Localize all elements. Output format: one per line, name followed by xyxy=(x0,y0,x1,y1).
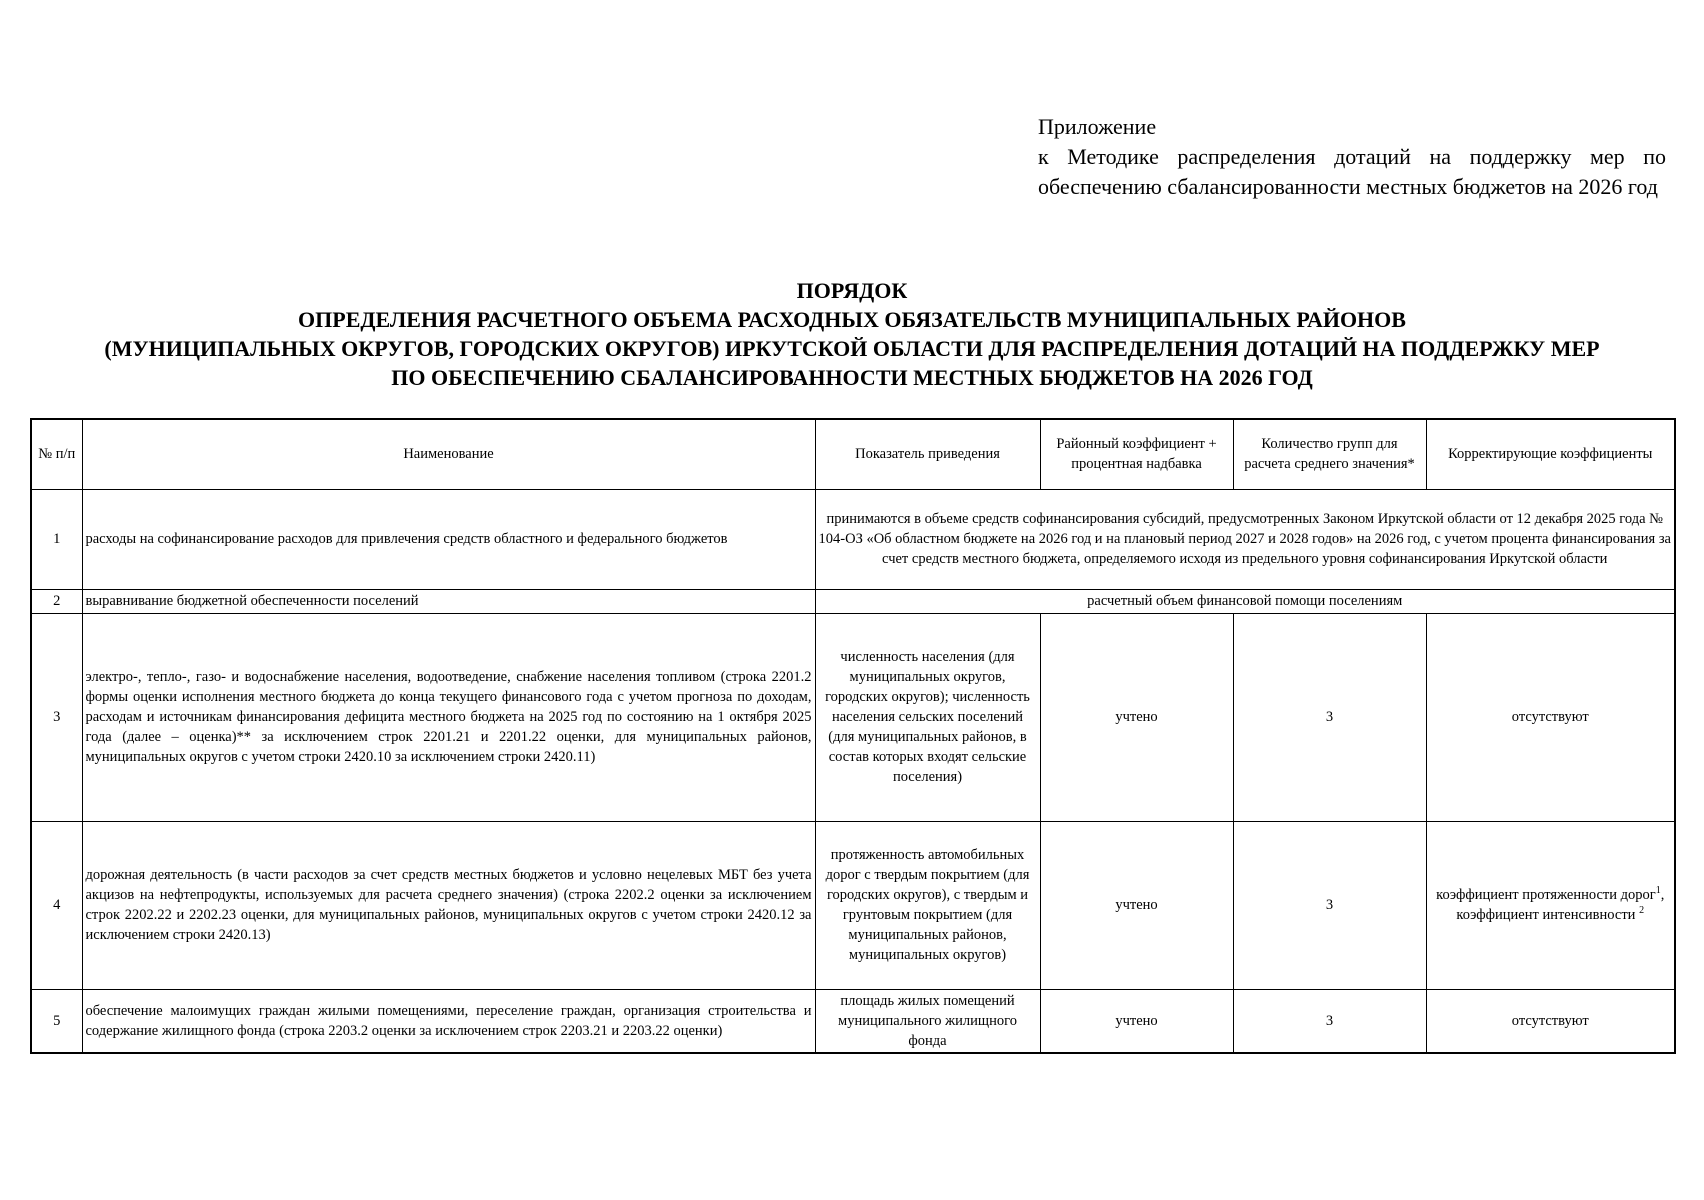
row-corr: отсутствуют xyxy=(1426,989,1675,1053)
header-indicator: Показатель приведения xyxy=(815,419,1040,489)
row-number: 4 xyxy=(31,821,82,989)
corr-separator: , xyxy=(1660,887,1665,903)
corr-intensity-label: коэффициент интенсивности xyxy=(1456,907,1636,923)
row-coef: учтено xyxy=(1040,989,1233,1053)
row-name: электро-, тепло-, газо- и водоснабжение населения, водоотведение, снабжение населения топливом (строка 2201.2 формы оценки исполнения местного бюджета до конца текущего финансового года с учетом прогноза по доходам, расходам и источникам финансирования дефицита местного бюджета на 2025 год по состоянию на 1 октября 2025 года (далее – оценка)** за исключением строк 2201.21 и 2201.22 оценки, для муниципальных районов, муниципальных округов с учетом строки 2420.10 за исключением строки 2420.11) xyxy=(82,613,815,821)
row-name: выравнивание бюджетной обеспеченности поселений xyxy=(82,589,815,613)
appendix-text: к Методике распределения дотаций на поддержку мер по обеспечению сбалансированности местных бюджетов на 2026 год xyxy=(1038,144,1666,199)
table-row xyxy=(31,989,1675,1053)
row-name: обеспечение малоимущих граждан жилыми помещениями, переселение граждан, организация строительства и содержание жилищного фонда (строка 2203.2 оценки за исключением строк 2203.21 и 2203.22 оценки) xyxy=(82,989,815,1053)
appendix-title: Приложение xyxy=(1038,114,1157,139)
row-number: 2 xyxy=(31,589,82,613)
footnote-2: 2 xyxy=(1639,905,1645,917)
heading-line-1: ПОРЯДОК xyxy=(796,278,908,303)
document-heading xyxy=(20,276,1684,392)
header-coef: Районный коэффициент + процентная надбавка xyxy=(1040,419,1233,489)
table-row xyxy=(31,489,1675,589)
header-num: № п/п xyxy=(31,419,82,489)
row-number: 5 xyxy=(31,989,82,1053)
row-name: расходы на софинансирование расходов для привлечения средств областного и федерального бюджетов xyxy=(82,489,815,589)
footnote-1: 1 xyxy=(1655,885,1661,897)
heading-line-3: (МУНИЦИПАЛЬНЫХ ОКРУГОВ, ГОРОДСКИХ ОКРУГОВ) ИРКУТСКОЙ ОБЛАСТИ ДЛЯ РАСПРЕДЕЛЕНИЯ ДОТАЦИЙ НА ПОДДЕРЖКУ МЕР xyxy=(104,336,1600,361)
corr-length-label: коэффициент протяженности дорог xyxy=(1436,887,1656,903)
row-corr xyxy=(1426,821,1675,989)
row-number: 3 xyxy=(31,613,82,821)
row-coef: учтено xyxy=(1040,613,1233,821)
header-groups: Количество групп для расчета среднего значения* xyxy=(1233,419,1426,489)
header-corr: Корректирующие коэффициенты xyxy=(1426,419,1675,489)
header-name: Наименование xyxy=(82,419,815,489)
row-groups: 3 xyxy=(1233,613,1426,821)
row-merged-value: расчетный объем финансовой помощи поселениям xyxy=(815,589,1675,613)
table-row xyxy=(31,821,1675,989)
row-indicator: протяженность автомобильных дорог с твердым покрытием (для городских округов), с твердым и грунтовым покрытием (для муниципальных районов, муниципальных округов) xyxy=(815,821,1040,989)
appendix-block xyxy=(1038,112,1666,202)
row-corr: отсутствуют xyxy=(1426,613,1675,821)
row-groups: 3 xyxy=(1233,821,1426,989)
table-row xyxy=(31,613,1675,821)
row-merged-value: принимаются в объеме средств софинансирования субсидий, предусмотренных Законом Иркутской области от 12 декабря 2025 года № 104-ОЗ «Об областном бюджете на 2026 год и на плановый период 2027 и 2028 годов» на 2026 год, с учетом процента финансирования за счет средств местного бюджета, определяемого исходя из предельного уровня софинансирования Иркутской области xyxy=(815,489,1675,589)
table-row xyxy=(31,589,1675,613)
table-header-row xyxy=(31,419,1675,489)
heading-line-2: ОПРЕДЕЛЕНИЯ РАСЧЕТНОГО ОБЪЕМА РАСХОДНЫХ ОБЯЗАТЕЛЬСТВ МУНИЦИПАЛЬНЫХ РАЙОНОВ xyxy=(298,307,1406,332)
allocation-table xyxy=(30,418,1676,1054)
row-groups: 3 xyxy=(1233,989,1426,1053)
heading-line-4: ПО ОБЕСПЕЧЕНИЮ СБАЛАНСИРОВАННОСТИ МЕСТНЫХ БЮДЖЕТОВ НА 2026 ГОД xyxy=(391,365,1313,390)
row-indicator: площадь жилых помещений муниципального жилищного фонда xyxy=(815,989,1040,1053)
row-number: 1 xyxy=(31,489,82,589)
row-coef: учтено xyxy=(1040,821,1233,989)
row-name: дорожная деятельность (в части расходов за счет средств местных бюджетов и условно нецелевых МБТ без учета акцизов на нефтепродукты, используемых для расчета среднего значения) (строка 2202.2 оценки за исключением строк 2202.22 и 2202.23 оценки, для муниципальных районов, муниципальных округов с учетом строки 2420.12 за исключением строки 2420.13) xyxy=(82,821,815,989)
row-indicator: численность населения (для муниципальных округов, городских округов); численность населения сельских поселений (для муниципальных районов, в состав которых входят сельские поселения) xyxy=(815,613,1040,821)
